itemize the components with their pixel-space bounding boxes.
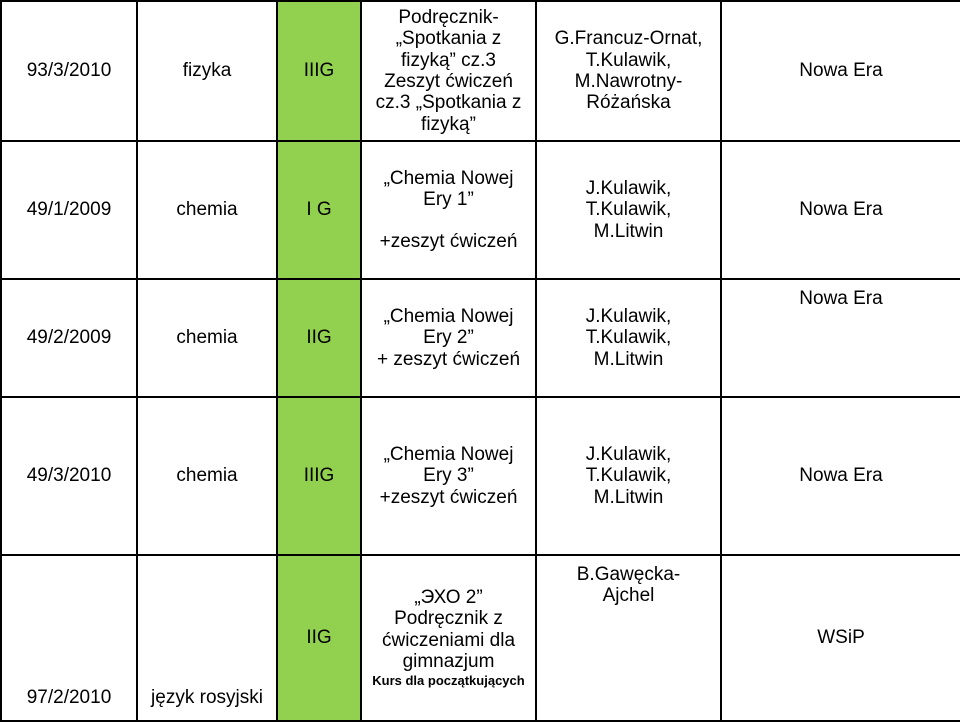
row-authors: J.Kulawik, T.Kulawik, M.Litwin (536, 397, 721, 555)
row-publisher: WSiP (721, 555, 960, 721)
row-title: „Chemia Nowej Ery 2” + zeszyt ćwiczeń (361, 279, 536, 397)
row-authors: B.Gawęcka- Ajchel (536, 555, 721, 721)
table-row (1, 397, 960, 555)
row-class: IIIG (277, 397, 361, 555)
row-title: Podręcznik- „Spotkania z fizyką” cz.3 Zeszyt ćwiczeń cz.3 „Spotkania z fizyką” (361, 1, 536, 141)
row-class: IIG (277, 279, 361, 397)
row-publisher: Nowa Era (721, 141, 960, 279)
row-number: 49/2/2009 (1, 279, 137, 397)
table-row (1, 1, 960, 141)
row-authors: G.Francuz-Ornat, T.Kulawik, M.Nawrotny- Różańska (536, 1, 721, 141)
row-subject: fizyka (137, 1, 277, 141)
row-number: 49/3/2010 (1, 397, 137, 555)
row-authors: J.Kulawik, T.Kulawik, M.Litwin (536, 141, 721, 279)
row-subject: chemia (137, 141, 277, 279)
row-authors: J.Kulawik, T.Kulawik, M.Litwin (536, 279, 721, 397)
row-class: IIIG (277, 1, 361, 141)
row-publisher: Nowa Era (721, 1, 960, 141)
row-subject: chemia (137, 279, 277, 397)
row-class: I G (277, 141, 361, 279)
row-class: IIG (277, 555, 361, 721)
row-number: 93/3/2010 (1, 1, 137, 141)
row-number: 49/1/2009 (1, 141, 137, 279)
table-row (1, 141, 960, 279)
row-number: 97/2/2010 (1, 555, 137, 721)
table-row (1, 555, 960, 721)
row-subject: chemia (137, 397, 277, 555)
row-title: „Chemia Nowej Ery 3” +zeszyt ćwiczeń (361, 397, 536, 555)
table-row (1, 279, 960, 397)
row-title: „Chemia Nowej Ery 1” +zeszyt ćwiczeń (361, 141, 536, 279)
row-title: „ЭХО 2” Podręcznik z ćwiczeniami dla gimnazjum Kurs dla początkujących (361, 555, 536, 721)
row-publisher: Nowa Era (721, 397, 960, 555)
row-publisher: Nowa Era (721, 279, 960, 397)
row-subject: język rosyjski (137, 555, 277, 721)
